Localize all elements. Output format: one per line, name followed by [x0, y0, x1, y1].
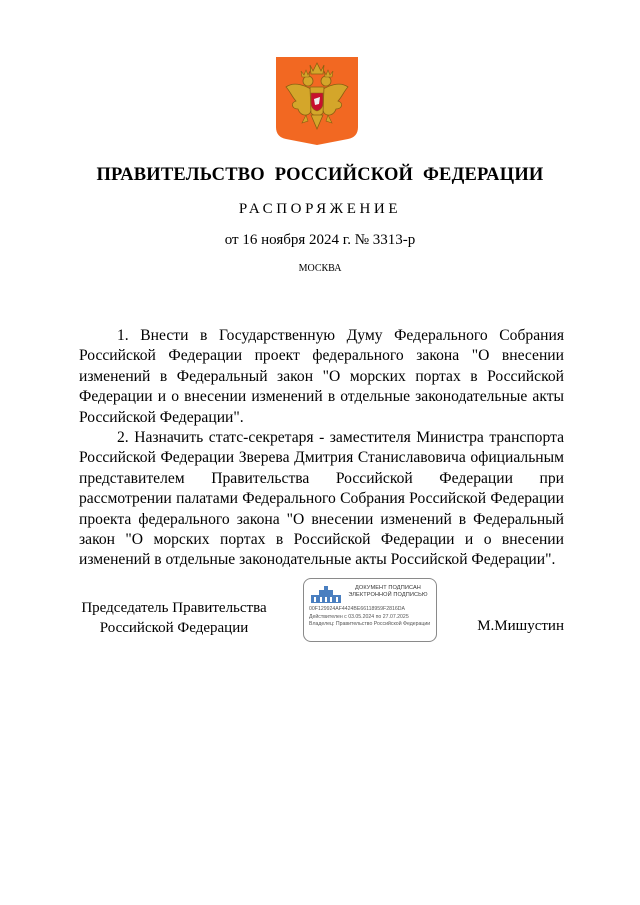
document-place: МОСКВА [298, 263, 342, 274]
paragraph-1: 1. Внести в Государственную Думу Федерального Собрания Российской Федерации проект федерального закона "О внесении изменений в Федеральный закон "О морских портах в Российской Федерации и о внесении изменений в отдельные законодательные акты Российской Федерации". [79, 327, 564, 426]
signatory-name: М.Мишустин [477, 618, 564, 634]
certificate-validity: Действителен с 03.05.2024 по 27.07.2025 [309, 614, 409, 620]
document-date-number: от 16 ноября 2024 г. № 3313-р [224, 232, 416, 248]
document-body [79, 326, 564, 571]
paragraph-2: 2. Назначить статс-секретаря - заместителя Министра транспорта Российской Федерации Зверева Дмитрия Станиславовича официальным представителем Правительства Российской Федерации при рассмотрении палатами Федерального Собрания Российской Федерации проекта федерального закона "О внесении изменений в Федеральный закон "О морских портах в Российской Федерации и о внесении изменений в отдельные законодательные акты Российской Федерации". [79, 429, 564, 569]
document-type: РАСПОРЯЖЕНИЕ [238, 201, 402, 217]
certificate-owner: Владелец: Правительство Российской Федерации [309, 621, 431, 627]
certificate-serial: 00F129924AF4424BE66118959F2816DA [309, 606, 405, 612]
government-building-icon [310, 586, 342, 604]
state-emblem [276, 57, 358, 145]
electronic-signature-stamp [303, 578, 437, 642]
government-title: ПРАВИТЕЛЬСТВО РОССИЙСКОЙ ФЕДЕРАЦИИ [96, 165, 544, 185]
stamp-heading: ДОКУМЕНТ ПОДПИСАН ЭЛЕКТРОННОЙ ПОДПИСЬЮ [348, 585, 428, 598]
signatory-position: Председатель Правительства Российской Федерации [81, 600, 267, 636]
